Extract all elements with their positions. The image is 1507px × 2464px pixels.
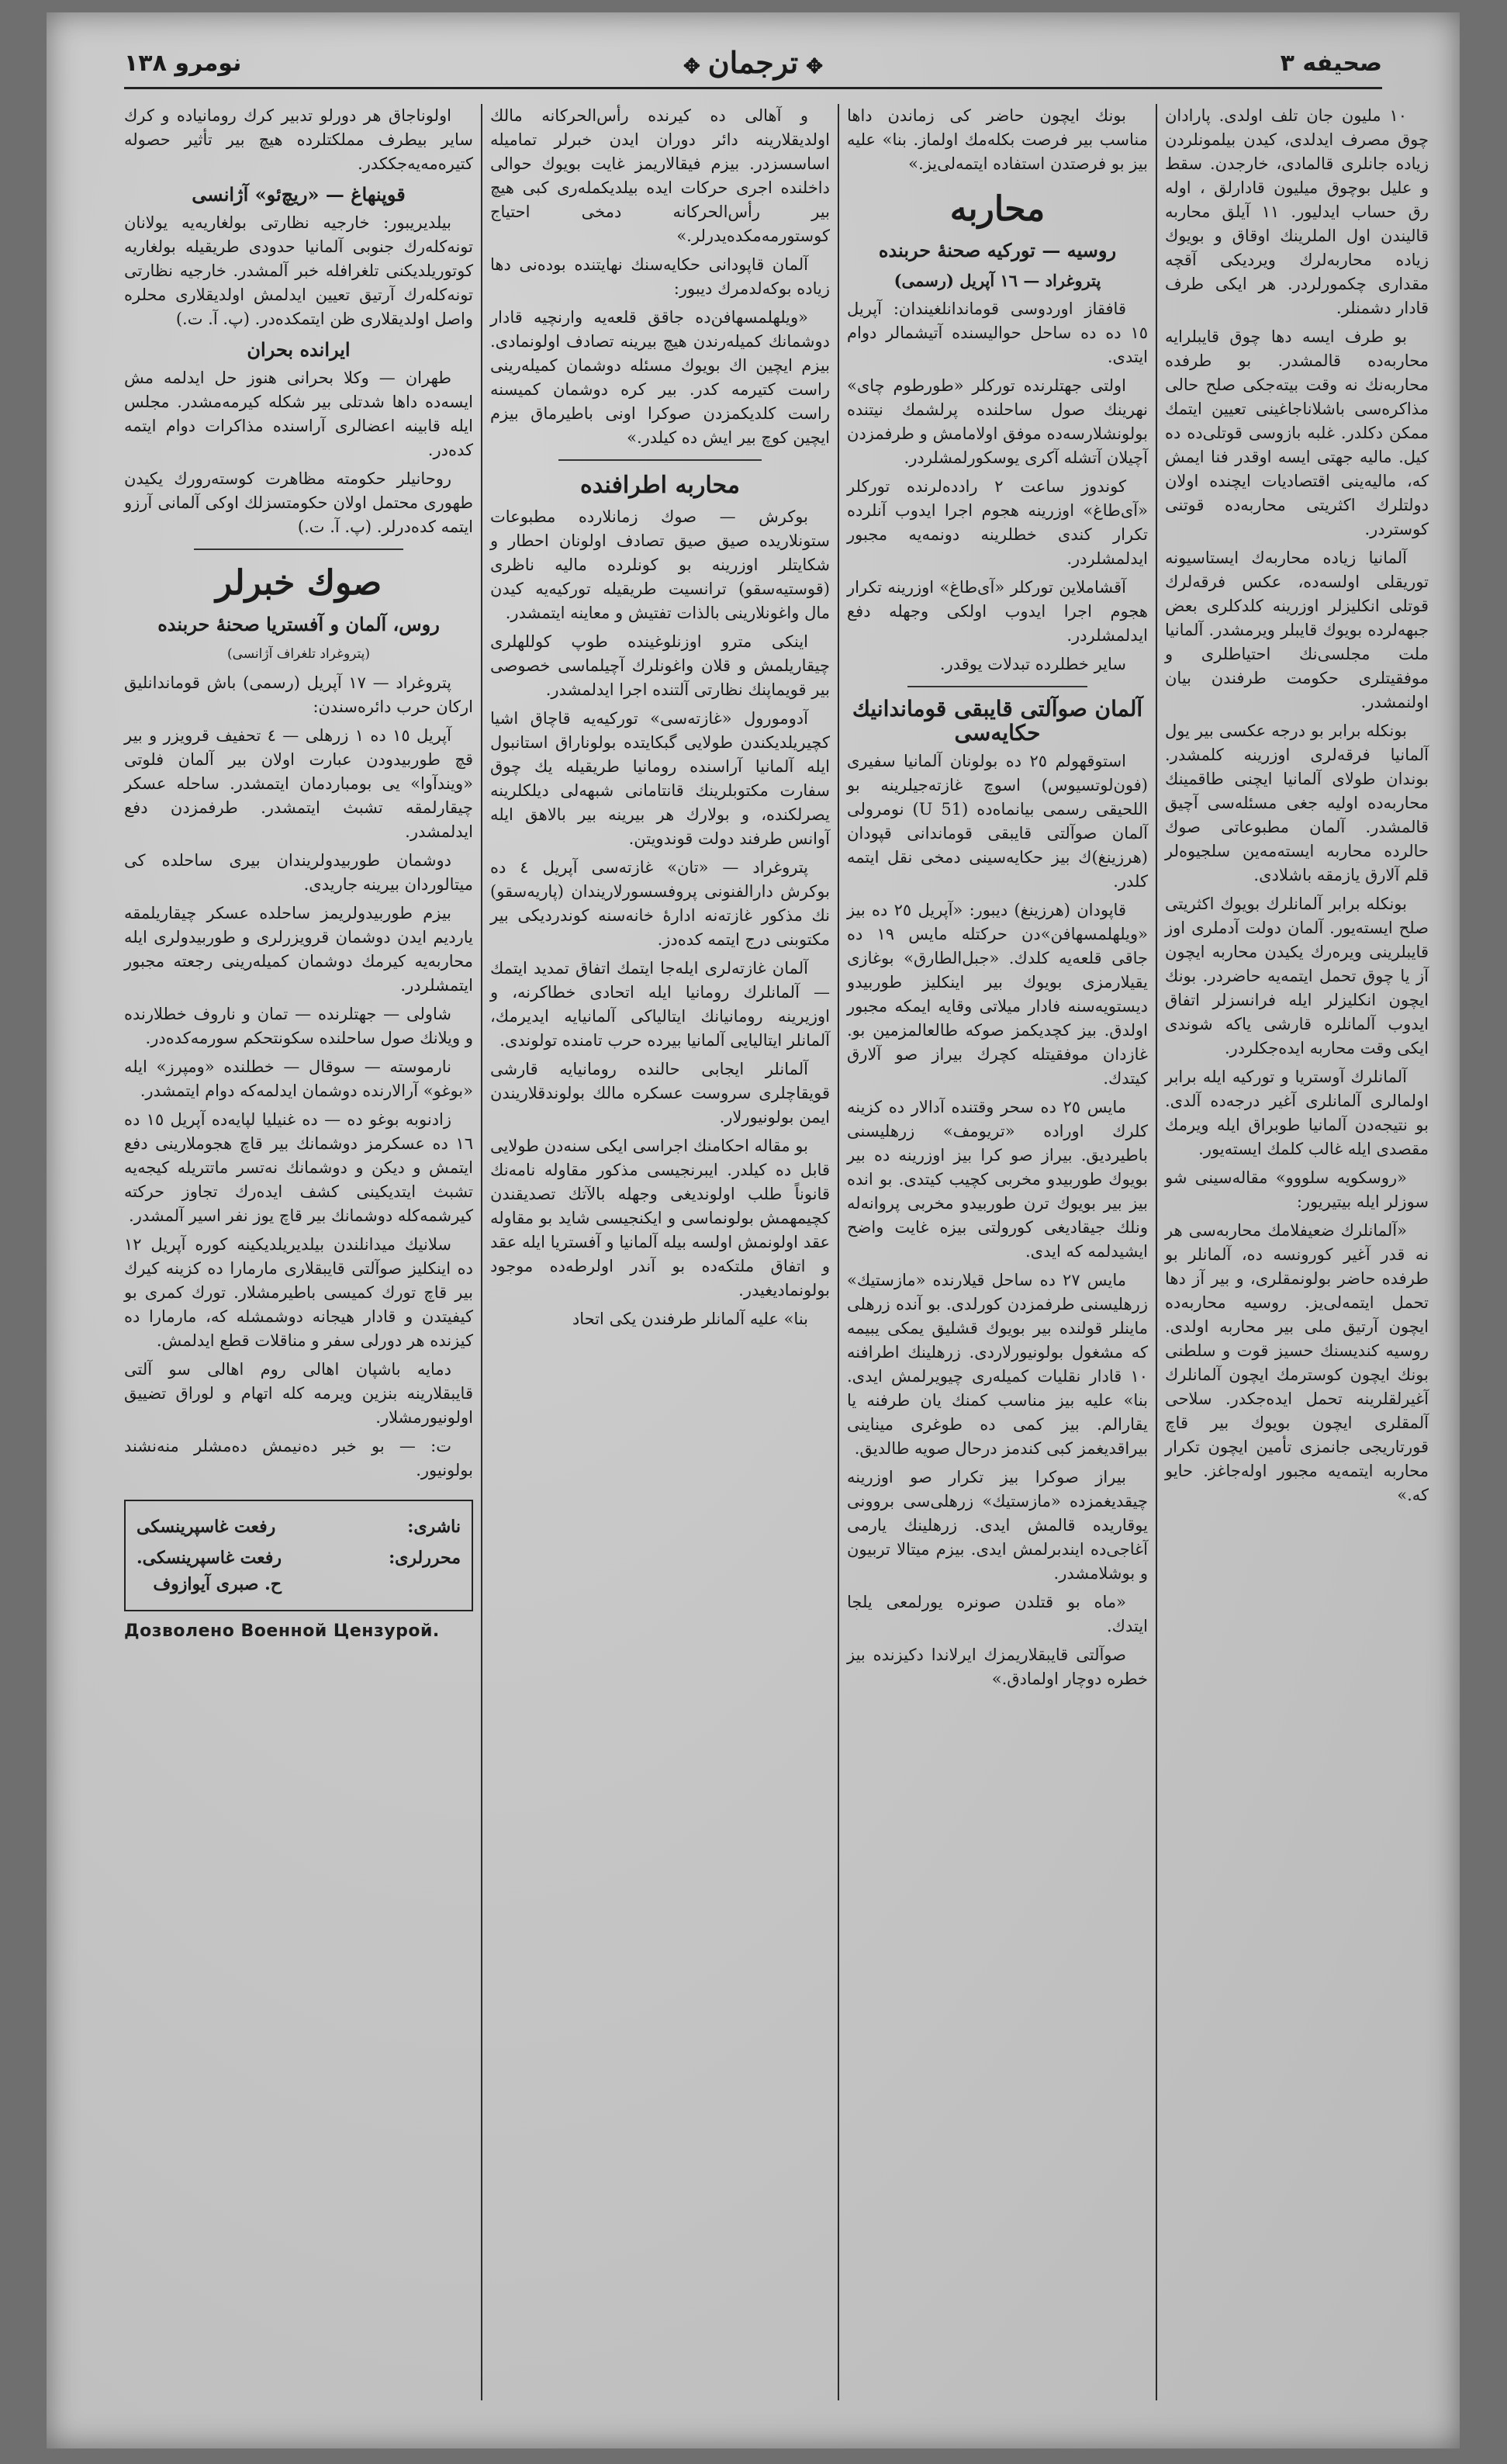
publisher-line bbox=[137, 1514, 461, 1540]
dispatch-source: پتروغراد — ١٦ آپريل (رسمى) bbox=[893, 271, 1101, 290]
column-rule bbox=[481, 104, 482, 2400]
column-2-intro bbox=[847, 104, 1148, 176]
column-1-body bbox=[1165, 104, 1429, 1507]
copenhagen-body bbox=[124, 211, 473, 331]
article-paragraph: قافقاز اوردوسى قوماندانلغيندان: آپريل ١٥ ده ده ساحل حواليسنده آتيشمالر دوام ايتدى. bbox=[847, 299, 1148, 366]
article-paragraph: مايس ٢٧ ده ساحل قيلارنده «مازستيك» زرهليسنى طرفمزدن كورلدى. بو آنده زرهلى ماينلر قولنده بير بويوك قشليق يمكى يبيمه كه مشغول بولونيورلاردى. زرهلينك اطرافنه ١٠ قادار نقليات كميله‌رى چيويرلمش ايدى. بنا» عليه بيز مناسب كمنك يان طرفنه يا يقارالم. بيز كمى ده طوغرى ميناينى بيراقديغمز كبى كندمز درحال صويه طالديق. bbox=[847, 1271, 1148, 1458]
article-paragraph: آقشاملاين توركلر «آى‌طاغ» اوزرينه تكرار هجوم اجرا ايدوب اولكى وجهله دفع ايدلمشلردر. bbox=[847, 578, 1148, 645]
column-3 bbox=[490, 104, 830, 2400]
newspaper-title bbox=[676, 45, 831, 80]
masthead bbox=[124, 43, 1382, 89]
around-war-body bbox=[490, 505, 830, 1331]
article-paragraph: بنا» عليه آلمانلر طرفندن يكى اتحاد bbox=[572, 1310, 808, 1328]
article-paragraph: بونكله برابر بو درجه عكسى بير يول آلمانيا فرقه‌لرى اوزرينه كلمشدر. بوندان طولاى آلمانيا ايچنى طاقمينك محاربه‌ده اوليه جغى مسئله‌سى آچيق قالمشدر. آلمان مطبوعاتى صوك حالرده محاربه ايسته‌مه‌ين سلجيوه‌لر قلم آلارق يازمقه باشلادى. bbox=[1165, 722, 1429, 884]
article-paragraph: اولوناجاق هر دورلو تدبير كرك رومانياده و كرك ساير بيطرف مملكتلرده هيچ بير تأثير حصوله كتيره‌مه‌يه‌جككدر. bbox=[124, 106, 473, 173]
war-headline: محاربه bbox=[949, 189, 1046, 229]
article-paragraph: «ماه بو قتلدن صونره يورلمعى يلجا ايتدك. bbox=[847, 1593, 1148, 1635]
editors-line bbox=[137, 1545, 461, 1597]
article-paragraph: طهران — وكلا بحرانى هنوز حل ايدلمه مش ايسه‌ده داها شدتلى بير شكله كيرمه‌مشدر. مجلس ايله قابينه اعضالرى آراسنده مذاكرات دوام ايتمه كده‌در. bbox=[124, 369, 473, 459]
article-paragraph: آلمانلرك آوستريا و توركيه ايله برابر اولمالرى آلمانلرى آغير درجه‌ده آلدى. بو نتيجه‌دن آلمانيا طوبراق ايله ويرمك مقصدى ايله غالب كلمك ايسته‌يور. bbox=[1165, 1068, 1429, 1158]
dispatch-title: روسيه — توركيه صحنهٔ حربنده bbox=[878, 239, 1117, 261]
article-paragraph: شاولى — جهتلرنده — تمان و ناروف خطلارنده و ويلانك صول ساحلنده سكونتحكم سورمه‌كده‌در. bbox=[124, 1005, 473, 1047]
editors-names bbox=[137, 1545, 282, 1597]
newspaper-page bbox=[47, 12, 1460, 2448]
article-paragraph: ت: — بو خبر ده‌نيمش ده‌مشلر منه‌نشند بولونيور. bbox=[124, 1437, 473, 1479]
iran-title: ايرانده بحران bbox=[247, 338, 351, 361]
uboat-story-body bbox=[847, 749, 1148, 1691]
column-1 bbox=[1165, 104, 1429, 2400]
article-paragraph: بيلديريبور: خارجيه نظارتى بولغاريه‌يه يولانان تونه‌كله‌رك جنوبى آلمانيا حدودى طريقيله بولغاريه كوتوريلديكنى تلغرافله خبر آلمشدر. خارجيه نظارتى تونه‌كله‌رك آرتيق تعيين ايدلمش اولديقلارى محلره واصل اولديقلارى ظن ايتمكده‌در. (پ. آ. ت.) bbox=[124, 213, 473, 328]
around-war-headline: محاربه اطرافنده bbox=[580, 472, 740, 499]
article-paragraph: آلمانيا زياده محاربه‌ك ايستاسيونه توريقلى اولسه‌ده، عكس فرقه‌لرك قوتلى انكليزلر اوزرينه كلدكلرى بعض جبهه‌لرده بويوك قايبلر ويرمشدر. آلمانيا ملت مجلسى‌نك احتياطلرى و موفقيتلرى حكومت طرفندن بيان اولنمشدر. bbox=[1165, 549, 1429, 711]
page-number: صحيفه ٣ bbox=[1280, 50, 1382, 77]
publisher-name: رفعت غاسپرينسكى bbox=[137, 1517, 276, 1537]
article-paragraph: و آهالى ده كيرنده رأس‌الحركانه مالك اولديقلارينه دائر دوران ايدن خبرلر تماميله اساسسزدر. بيزم فيقالاريمز غايت بويوك حوالى داخلنده اجرى حركات ايده بيلديكمله‌رى كبى هيچ بير رأس‌الحركانه دمخى احتياج كوستورمه‌مكده‌يدرلر.» bbox=[490, 106, 830, 245]
column-rule bbox=[1156, 104, 1157, 2400]
ornament-icon: ✥ bbox=[806, 55, 824, 78]
copenhagen-title: قوپنهاغ — «ريچ‌ئو» آژانسى bbox=[192, 183, 406, 206]
article-paragraph: بونك ايچون حاضر كى زماندن داها مناسب بير فرصت بكله‌مك اولماز. بنا» عليه بيز بو فرصتدن استفاده ايتمه‌لى‌يز.» bbox=[847, 106, 1148, 173]
article-paragraph: آدومورول «غازته‌سى» توركيه‌يه قاچاق اشيا كچيريلديكندن طولايى گبكايتده بولوناراق استانبول ايله آلمانيا آراسنده رومانيا طريقيله يك چوق سفارت مكتوبلرينك قانتامانى شبهه‌لى ديلكلرينه يصرلكنده، و بولارك هر بيرينه بير بالاهق ايله آوانس طرفند دولت قوندويتن. bbox=[490, 709, 830, 848]
article-paragraph: استوقهولم ٢٥ ده بولونان آلمانيا سفيرى (فون‌لوتسيوس) اسوچ غازته‌جيلرينه بو اللحيقى رسمى بيانماه‌ده (U 51) نومرولى آلمان صوآلتى قايبقى قوماندانى قپودان (هرزينغ)ك بيز حكايه‌سينى دمخى نقل ايتمه كلدر. bbox=[847, 752, 1148, 891]
article-paragraph: «روسكويه سلووو» مقاله‌سينى شو سوزلر ايله بيتيريور: bbox=[1165, 1168, 1429, 1211]
censorship-line: Дозволено Военной Цензурой. bbox=[124, 1621, 440, 1641]
column-3-intro bbox=[490, 104, 830, 450]
article-paragraph: بوكرش — صوك زمانلارده مطبوعات ستونلاريده صيق صيق تصادف اولونان احطار و شكايتلر اوزرينه بو كونلرده ماليه ناظرى (قوستيه‌سقو) ترانسيت طريقيله توركيه‌يه كيدن مال واغونلارينى بالذات تفتيش و معاينه ايتمشدر. bbox=[490, 507, 830, 622]
issue-number: نومرو ١٣٨ bbox=[124, 50, 242, 77]
latest-news-source: پتروغراد — ١٧ آپريل (رسمى) باش قوماندانليق اركان حرب دائره‌سندن: bbox=[124, 673, 473, 716]
separator bbox=[907, 686, 1088, 687]
column-2 bbox=[847, 104, 1148, 2400]
latest-news-subtitle: روس، آلمان و آفستريا صحنهٔ حربنده bbox=[157, 613, 440, 635]
iran-body bbox=[124, 366, 473, 539]
article-paragraph: قاپودان (هرزينغ) ديبور: «آپريل ٢٥ ده بيز «ويلهلمسهافن»دن حركتله مايس ١٩ ده جاقى قلعه‌يه كلدك. «جبل‌الطارق» بوغازى يقيلارمزى بويوك بير اينكليز طوربيدو ديستويه‌سنه فادار ميلاتى وقايه ايمكه مجبور اولدق. بيز كچديكمز صوكه طالعالمزمين بو. غازدان موفقيتله كچرك بيراز صو آلارق كيتدك. bbox=[847, 901, 1149, 1088]
editors-label: محررلرى: bbox=[389, 1548, 461, 1568]
latest-news-body bbox=[124, 724, 473, 1483]
article-paragraph: مايس ٢٥ ده سحر وقتنده آدالار ده كزينه كلرك اوراده «تريومف» زرهليسنى باطيرديق. بيراز صو كرا بيز اوزرينه ده بير بويوك طوربيدو مخربى كچيب كيتدى. بو انده بيز بير بويوك ترن طوربيدو مخربى پروانه‌له ونلك جيقاديغى كورولتى بيزه غايت واضح ايشيدلمه كه ايدى. bbox=[847, 1098, 1148, 1261]
article-paragraph: آلمانلر ايجابى حالنده رومانيايه قارشى قويقاچلرى سروست عسكره مالك بولوندقلاريندن ايمن بولونيورلار. bbox=[490, 1060, 830, 1126]
newspaper-title-text: ترجمان bbox=[707, 45, 799, 80]
article-paragraph: كوندوز ساعت ٢ رادده‌لرنده توركلر «آى‌طاغ» اوزرينه هجوم اجرا ايدوب آنلرده تكرار كندى خطلرينه دونمه‌يه مجبور ايدلمشلردر. bbox=[847, 477, 1148, 568]
separator bbox=[194, 549, 403, 550]
article-paragraph: نارموسته — سوقال — خطلنده «ومپرز» ايله «بوغو» آرالارنده دوشمان ايدلمه‌كه دوام ايتمشدر. bbox=[124, 1057, 473, 1100]
latest-news-note: (پتروغراد تلغراف آژانسى) bbox=[226, 646, 371, 662]
article-paragraph: دوشمان طوربيدولريندان بيرى ساحلده كى ميتالوردان بيرينه جاريدى. bbox=[124, 851, 473, 894]
article-paragraph: صوآلتى قايبقلاريمزك ايرلاندا دكيزنده بيز خطره دوچار اولمادق.» bbox=[847, 1646, 1148, 1688]
article-paragraph: روحانيلر حكومته مظاهرت كوسته‌رورك يكيدن طهورى محتمل اولان حكومتسزلك اوكى آلمانى آرزو ايتمه كده‌درلر. (پ. آ. ت.) bbox=[124, 469, 473, 536]
article-paragraph: بو طرف ايسه دها چوق قايبلرايه محاربه‌ده قالمشدر. بو طرفده محاربه‌نك نه وقت بيته‌جكى صلح حالى مذاكره‌سى باشلاناجاغينى تعيين ايتمك ممكن دكلدر. غلبه بازوسى قوتلى‌ده ده كيل. ماليه جهتى ايسه اوقدر فنا ايمش كه، ماليه‌ينى اقتصاديات ايچنده اولان دولتلرك اكثريتى محاربه‌ده قوتنى كوستردر. bbox=[1165, 327, 1429, 538]
article-paragraph: ساير خطلرده تبدلات يوقدر. bbox=[939, 655, 1126, 673]
latest-news-headline: صوك خبرلر bbox=[215, 563, 382, 603]
article-paragraph: آپريل ١٥ ده ١ زرهلى — ٤ تحفيف قرويزر و بير قچ طوربيدودن عبارت اولان بير آلمان فلوتى «ويندآوا» يى بومباردمان ايتمشدر. ساحله عسكر چيقارلمقه تشبث ايتمشدر. طرفمزدن دفع ايدلمشدر. bbox=[124, 726, 473, 841]
ornament-icon: ✥ bbox=[683, 55, 700, 78]
column-4 bbox=[124, 104, 473, 2400]
dispatch-body bbox=[847, 297, 1148, 677]
article-paragraph: سلانيك ميدانلندن بيلديريلديكينه كوره آپريل ١٢ ده اينكليز صوآلتى قايبقلارى مارمارا ده كزينه كيرك بير قاچ تورك كميسى باطيرمشلار. تورك كمرى بو كيفيتدن و قادار هيجانه دوشمشله كه، مارمارا ده كيزنده هر دورلى سفر و مناقلات قطع ايدلمش. bbox=[124, 1235, 473, 1350]
article-paragraph: دمايه باشپان اهالى روم اهالى سو آلتى قايبقلارينه بنزين ويرمه كله اتهام و لوراق تضييق اولونيورمشلار. bbox=[124, 1360, 473, 1427]
uboat-story-title: آلمان صوآلتى قايبقى قوماندانيك حكايه‌سى bbox=[852, 696, 1143, 746]
publisher-box bbox=[124, 1500, 473, 1611]
article-paragraph: اينكى مترو اوزنلوغينده طوپ كوللهلرى چيقاريلمش و قلان واغونلرك آچيلماسى خصوصى بير قويماپنك نظارتى آلتنده اجرا ايدلمشدر. bbox=[490, 632, 830, 699]
article-paragraph: بيراز صوكرا بيز تكرار صو اوزرينه چيقديغمزده «مازستيك» زرهلى‌سى بروونى يوقاريده قالمش ايدى. زرهلينك يارمى آغاجى‌ده ايندبرلمش ايدى. بيزم ميتالا تربيون و بوشلامشدر. bbox=[847, 1468, 1148, 1583]
article-paragraph: بيزم طوربيدولريمز ساحلده عسكر چيقاريلمقه يارديم ايدن دوشمان قرويزرلرى و طوربيدولرى ايله محاربه‌يه كيرمك دوشمان كميله‌رينى رجعته مجبور ايتمشلردر. bbox=[124, 904, 473, 995]
article-paragraph: بو مقاله احكامنك اجراسى ايكى سنه‌دن طولايى قابل ده كيلدر. ايبرنجيسى مذكور مقاوله نامه‌نك قانوناً طلب اولونديغى وجهله بالآتك تصديقندن كچيمهمش بولونماسى و ايكنجيسى شايد بو مقاوله عقد اولونمش اولسه بيله آلمانيا و آفستريا ايله عقد و اتفاق ملتكه‌ده بو آندر اولرطه‌ده موجود بولونماديغيدر. bbox=[490, 1137, 830, 1299]
publisher-label: ناشرى: bbox=[407, 1517, 461, 1537]
article-paragraph: بونكله برابر آلمانلرك بويوك اكثريتى صلح ايسته‌يور. آلمان دولت آدملرى اوز قايبلرينى ويره‌رك يكيدن محاربه ايچون آز يا چوق تحمل ايتمه‌يه حاضردر. بونك ايچون انكليزلر ايله فرانسزلر اتفاق ايدوب آلمانلره قارشى ياكه شوندى ايكى وقت محاربه ايده‌جكلردر. bbox=[1165, 895, 1429, 1057]
editor-1: رفعت غاسپرينسكى. bbox=[137, 1548, 282, 1568]
article-paragraph: اولتى جهتلرنده توركلر «طورطوم چاى» نهرينك صول ساحلنده پرلشمك نيتنده بولونشلارسه‌ده موفق اولامامش و طرفمزدن آچيلان آتشله آ‌كرى يوسكورلمشلردر. bbox=[847, 376, 1148, 467]
column-4-intro bbox=[124, 104, 473, 176]
article-paragraph: زادنوبه بوغو ده — ده غنيليا لپايه‌ده آپريل ١٥ ده ١٦ ده عسكرمز دوشمانك بير قاچ هجوملارينى دفع ايتمش و ديكن و دوشمانك نه‌تسر ماتتريله كيجه‌يه تشبث ايتديكينى كشف ايده‌رك تجاوز حركته كيرشمه‌كله دوشمانك بير قاچ يوز نفر اسير آلمشدر. bbox=[124, 1110, 473, 1225]
article-paragraph: آلمان غازته‌لرى ايله‌جا ايتمك اتفاق تمديد ايتمك — آلمانلرك رومانيا ايله اتحادى خطاكرنه، و اوزيرينه رومانيانك ايتالياكى آلمانيايه ايديرمك، آلمانلر ايتاليايى آلمانيا بيرده حرب تامنده تولوندى. bbox=[490, 959, 830, 1050]
article-paragraph: ١٠ مليون جان تلف اولدى. پارادان چوق مصرف ايدلدى، كيدن بيلمونلردن زياده جانلرى قالمادى، خارجدن. سقط و عليل بوچوق ميليون قادارلق ، اوله رق حساب ايدليور. ١١ آيلق محاربه قاليندن اول الملرينك اوقاق و بويوك زياده محاربه‌لرك ويرديكى آقچه مقدارى چكمورلردر. هر ايكى طرف قادار دشمنلر. bbox=[1165, 106, 1429, 317]
article-paragraph: «ويلهلمسهافن‌ده جاقق قلعه‌يه وارنچيه قادار دوشمانك كميله‌رندن هيچ بيرينه تصادف اولونمادى. بيزم ايچين اك بويوك مسئله دوشمان كميله‌رينى راست كتيرمه كدر. بير كره دوشمان كميسنه راست كلديكمزدن صوكرا اونى باطيرماق بيزم ايچين كوچ بير ايش ده كيلدر.» bbox=[490, 308, 830, 447]
article-paragraph: پتروغراد — «تان» غازته‌سى آپريل ٤ ده بوكرش دارالفنونى پروفسسورلاريندان (پاريه‌سقو) نك مذكور غازته‌نه ادارهٔ خانه‌سنه كوندرديكى بير مكتوبنى درج ايتمه كده‌دز. bbox=[490, 858, 830, 949]
separator bbox=[558, 459, 762, 461]
article-paragraph: «آلمانلرك ضعيفلامك محاربه‌سى هر نه قدر آغير كورونسه ده، آلمانلر بو طرفده حاضر بولونمقلرى، و بير آز دها تحمل ايتمه‌لى‌يز. روسيه محاربه‌ده ايچون آرتيق ملى بير محاربه اولدى. روسيه كنديسنك حسيز قوت و سلطنى بونك ايچون كوسترمك ايچون آلمانلرك آغيرلقلرينه تحمل ايده‌جكدر. سلاحى آلمقلرى ايچون بويوك بير قاچ قورتاريجى جانمزى تأمين ايچون تكرار محاربه ايتمه‌يه مجبور اوله‌جاغز. حايو كه.» bbox=[1165, 1221, 1429, 1504]
editor-2: ح. صبرى آيوازوف bbox=[153, 1574, 282, 1594]
article-paragraph: آلمان قاپودانى حكايه‌سنك نهايتنده بوده‌نى دها زياده بوكه‌لدمرك ديبور: bbox=[490, 255, 830, 298]
column-rule bbox=[838, 104, 839, 2400]
